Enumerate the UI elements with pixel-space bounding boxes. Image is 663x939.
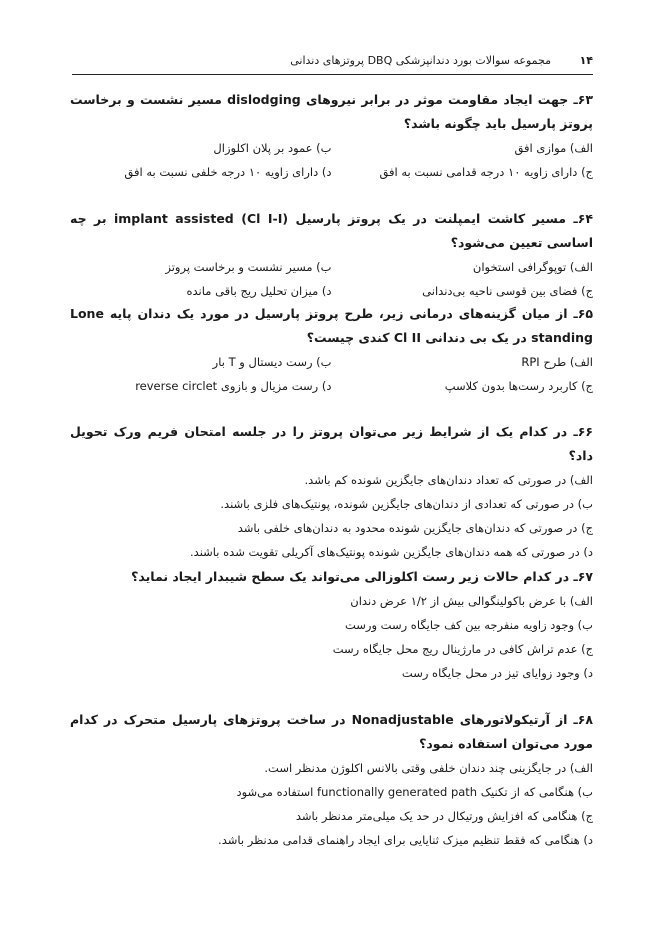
option-a: الف) در جایگزینی چند دندان خلفی وقتی بالانس اکلوژن مدنظر است. — [264, 761, 593, 775]
question-stem: ۶۵ـ از میان گزینه‌های درمانی زیر، طرح پروتز پارسیل در مورد یک دندان پایه Lone standing در یک بی دندانی Cl II کندی چیست؟ — [70, 306, 593, 345]
option-b: ب) عمود بر پلان اکلوزال — [213, 141, 332, 155]
question-65 — [70, 302, 593, 398]
question-stem: ۶۸ـ از آرتیکولاتورهای Nonadjustable در ساخت پروتزهای پارسیل متحرک در کدام مورد می‌توان استفاده نمود؟ — [70, 712, 593, 751]
page-number: ۱۴ — [579, 54, 593, 67]
option-c: ج) دارای زاویه ۱۰ درجه قدامی نسبت به افق — [379, 165, 593, 179]
option-d: د) دارای زاویه ۱۰ درجه خلفی نسبت به افق — [124, 165, 332, 179]
option-a: الف) در صورتی که تعداد دندان‌های جایگزین شونده کم باشد. — [304, 473, 593, 487]
question-63 — [70, 88, 593, 184]
option-c: ج) هنگامی که افزایش ورتیکال در حد یک میلی‌متر مدنظر باشد — [295, 809, 593, 823]
question-68 — [70, 708, 593, 852]
option-d: د) رست مزیال و بازوی reverse circlet — [135, 379, 332, 393]
options-grid — [70, 255, 593, 303]
options-grid — [70, 136, 593, 184]
option-b: ب) هنگامی که از تکنیک functionally generated path استفاده می‌شود — [236, 785, 593, 799]
question-67 — [70, 565, 593, 685]
options-list — [70, 468, 593, 564]
option-a: الف) توپوگرافی استخوان — [472, 260, 593, 274]
option-a: الف) با عرض باکولینگوالی بیش از ۱/۲ عرض دندان — [350, 594, 593, 608]
option-b: ب) رست دیستال و T بار — [212, 355, 332, 369]
page-header — [72, 52, 593, 75]
question-64 — [70, 207, 593, 303]
option-b: ب) وجود زاویه منفرجه بین کف جایگاه رست ورست — [344, 618, 593, 632]
option-c: ج) در صورتی که دندان‌های جایگزین شونده محدود به دندان‌های خلفی باشد — [237, 521, 593, 535]
question-66 — [70, 420, 593, 564]
options-list — [70, 589, 593, 685]
option-d: د) هنگامی که فقط تنظیم میزک ثنایایی برای ایجاد راهنمای قدامی مدنظر باشد. — [218, 833, 593, 847]
question-stem: ۶۳ـ جهت ایجاد مقاومت موثر در برابر نیروهای dislodging مسیر نشست و برخاست پروتز پارسیل باید چگونه باشد؟ — [70, 92, 593, 131]
option-d: د) در صورتی که همه دندان‌های جایگزین شونده پونتیک‌های آکریلی تقویت شده باشند. — [190, 545, 593, 559]
option-d: د) وجود زوایای تیز در محل جایگاه رست — [401, 666, 593, 680]
option-c: ج) عدم تراش کافی در مارژینال ریج محل جایگاه رست — [332, 642, 593, 656]
question-stem: ۶۴ـ مسیر کاشت ایمپلنت در یک پروتز پارسیل (Cl I-I) implant assisted بر چه اساسی تعیین می‌شود؟ — [70, 211, 593, 250]
options-list — [70, 756, 593, 852]
question-stem: ۶۷ـ در کدام حالات زیر رست اکلوزالی می‌تواند یک سطح شیبدار ایجاد نماید؟ — [131, 569, 593, 584]
option-b: ب) مسیر نشست و برخاست پروتز — [165, 260, 332, 274]
option-d: د) میزان تحلیل ریج باقی مانده — [186, 284, 332, 298]
option-c: ج) کاربرد رست‌ها بدون کلاسپ — [444, 379, 593, 393]
option-c: ج) فضای بین قوسی ناحیه بی‌دندانی — [422, 284, 593, 298]
running-title: مجموعه سوالات بورد دندانپزشکی DBQ پروتزهای دندانی — [290, 54, 551, 67]
question-stem: ۶۶ـ در کدام یک از شرایط زیر می‌توان پروتز را در جلسه امتحان فریم ورک تحویل داد؟ — [70, 424, 593, 463]
option-a: الف) موازی افق — [514, 141, 593, 155]
option-b: ب) در صورتی که تعدادی از دندان‌های جایگزین شونده، پونتیک‌های فلزی باشند. — [220, 497, 593, 511]
options-grid — [70, 350, 593, 398]
option-a: الف) طرح RPI — [521, 355, 593, 369]
